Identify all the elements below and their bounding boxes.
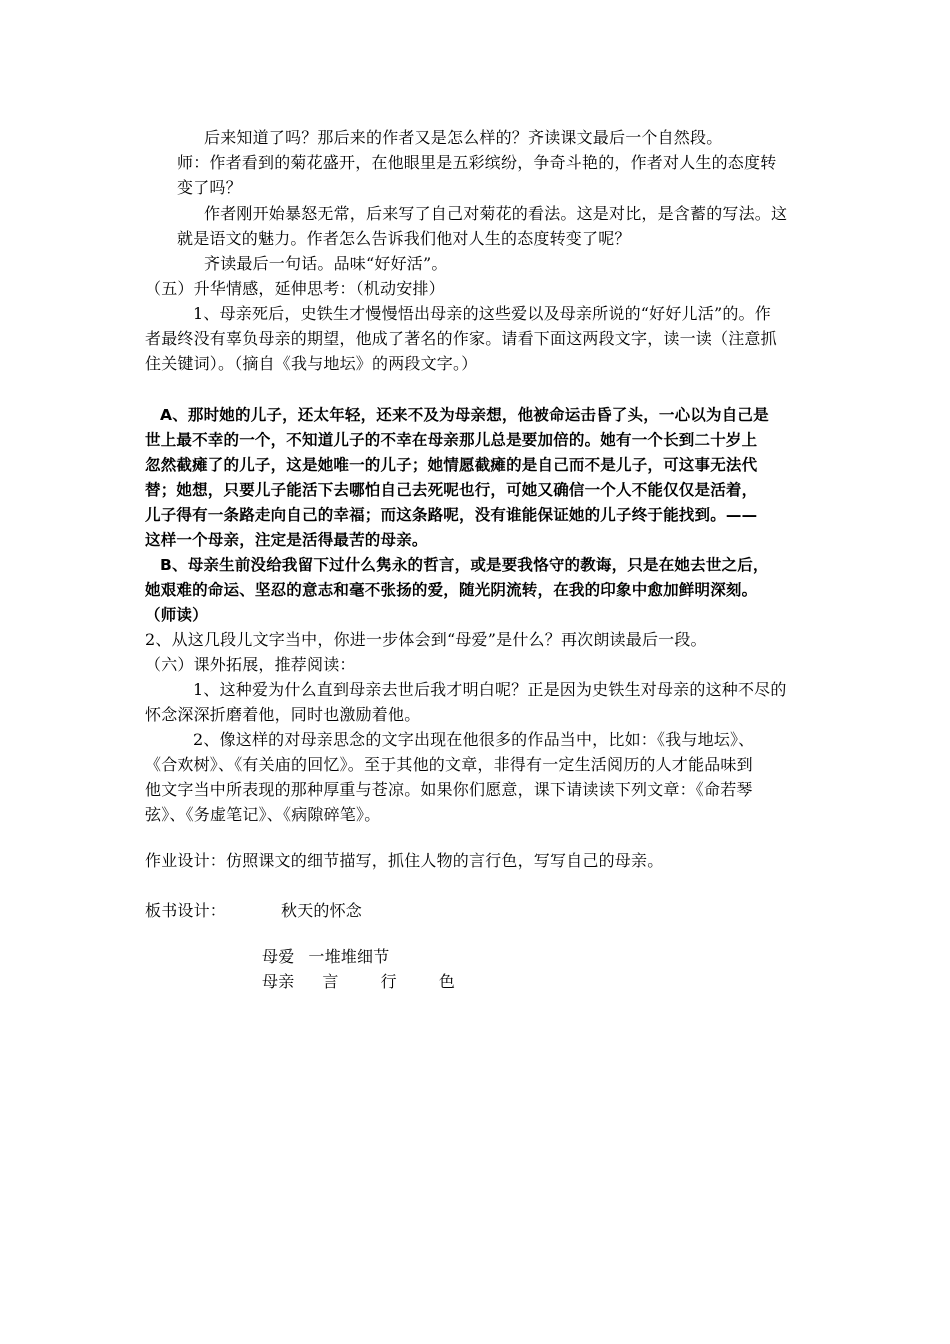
board-title: 秋天的怀念	[281, 901, 363, 920]
quote-a: 替；她想，只要儿子能活下去哪怕自己去死呢也行，可她又确信一个人不能仅仅是活着，	[145, 481, 758, 499]
board-row-2	[262, 972, 455, 992]
board-cell: 色	[438, 972, 456, 991]
quote-a: A、那时她的儿子，还太年轻，还来不及为母亲想，他被命运击昏了头，一心以为自己是	[160, 406, 769, 424]
paragraph: 变了吗？	[177, 178, 242, 197]
homework: 作业设计：仿照课文的细节描写，抓住人物的言行色，写写自己的母亲。	[145, 851, 664, 870]
board-cell: 母爱	[262, 947, 295, 966]
quote-b: （师读）	[145, 606, 208, 624]
quote-a: 这样一个母亲，注定是活得最苦的母亲。	[145, 531, 428, 549]
paragraph: 住关键词）。（摘自《我与地坛》的两段文字。）	[145, 354, 478, 373]
board-cell: 行	[380, 972, 397, 991]
quote-b: B、母亲生前没给我留下过什么隽永的哲言，或是要我恪守的教诲，只是在她去世之后，	[160, 556, 769, 574]
quote-a: 儿子得有一条路走向自己的幸福；而这条路呢，没有谁能保证她的儿子终于能找到。——	[145, 506, 758, 524]
quote-b: 她艰难的命运、坚忍的意志和毫不张扬的爱，随光阴流转，在我的印象中愈加鲜明深刻。	[145, 581, 758, 599]
paragraph: 1、这种爱为什么直到母亲去世后我才明白呢？正是因为史铁生对母亲的这种不尽的	[193, 680, 787, 699]
paragraph: 2、从这几段儿文字当中，你进一步体会到“母爱”是什么？再次朗读最后一段。	[145, 630, 707, 649]
paragraph: 弦》、《务虚笔记》、《病隙碎笔》。	[145, 805, 381, 824]
quote-a: 世上最不幸的一个，不知道儿子的不幸在母亲那儿总是要加倍的。她有一个长到二十岁上	[145, 431, 758, 449]
board-label: 板书设计：	[145, 901, 227, 920]
paragraph: 者最终没有辜负母亲的期望，他成了著名的作家。请看下面这两段文字，读一读（注意抓	[145, 329, 777, 348]
section-heading: （五）升华情感，延伸思考：（机动安排）	[145, 279, 445, 298]
board-cell: 一堆堆细节	[308, 947, 390, 966]
paragraph: 就是语文的魅力。作者怎么告诉我们他对人生的态度转变了呢？	[177, 229, 631, 248]
board-row-1	[262, 947, 389, 967]
paragraph: 齐读最后一句话。品味“好好活”。	[204, 254, 448, 273]
paragraph: 他文字当中所表现的那种厚重与苍凉。如果你们愿意，课下请读读下列文章：《命若琴	[145, 780, 753, 799]
board-cell: 言	[322, 972, 339, 991]
paragraph: 《合欢树》、《有关庙的回忆》。至于其他的文章，非得有一定生活阅历的人才能品味到	[145, 755, 753, 774]
paragraph: 怀念深深折磨着他，同时也激励着他。	[145, 705, 421, 724]
section-heading: （六）课外拓展，推荐阅读：	[145, 655, 356, 674]
paragraph: 师：作者看到的菊花盛开，在他眼里是五彩缤纷，争奇斗艳的，作者对人生的态度转	[177, 153, 777, 172]
board-cell: 母亲	[262, 972, 295, 991]
paragraph: 作者刚开始暴怒无常，后来写了自己对菊花的看法。这是对比，是含蓄的写法。这	[204, 204, 788, 223]
paragraph: 2、像这样的对母亲思念的文字出现在他很多的作品当中，比如：《我与地坛》、	[193, 730, 755, 749]
quote-a: 忽然截瘫了的儿子，这是她唯一的儿子；她情愿截瘫的是自己而不是儿子，可这事无法代	[145, 456, 758, 474]
paragraph: 1、母亲死后，史铁生才慢慢悟出母亲的这些爱以及母亲所说的“好好儿活”的。作	[193, 304, 771, 323]
paragraph: 后来知道了吗？那后来的作者又是怎么样的？齐读课文最后一个自然段。	[204, 128, 723, 147]
